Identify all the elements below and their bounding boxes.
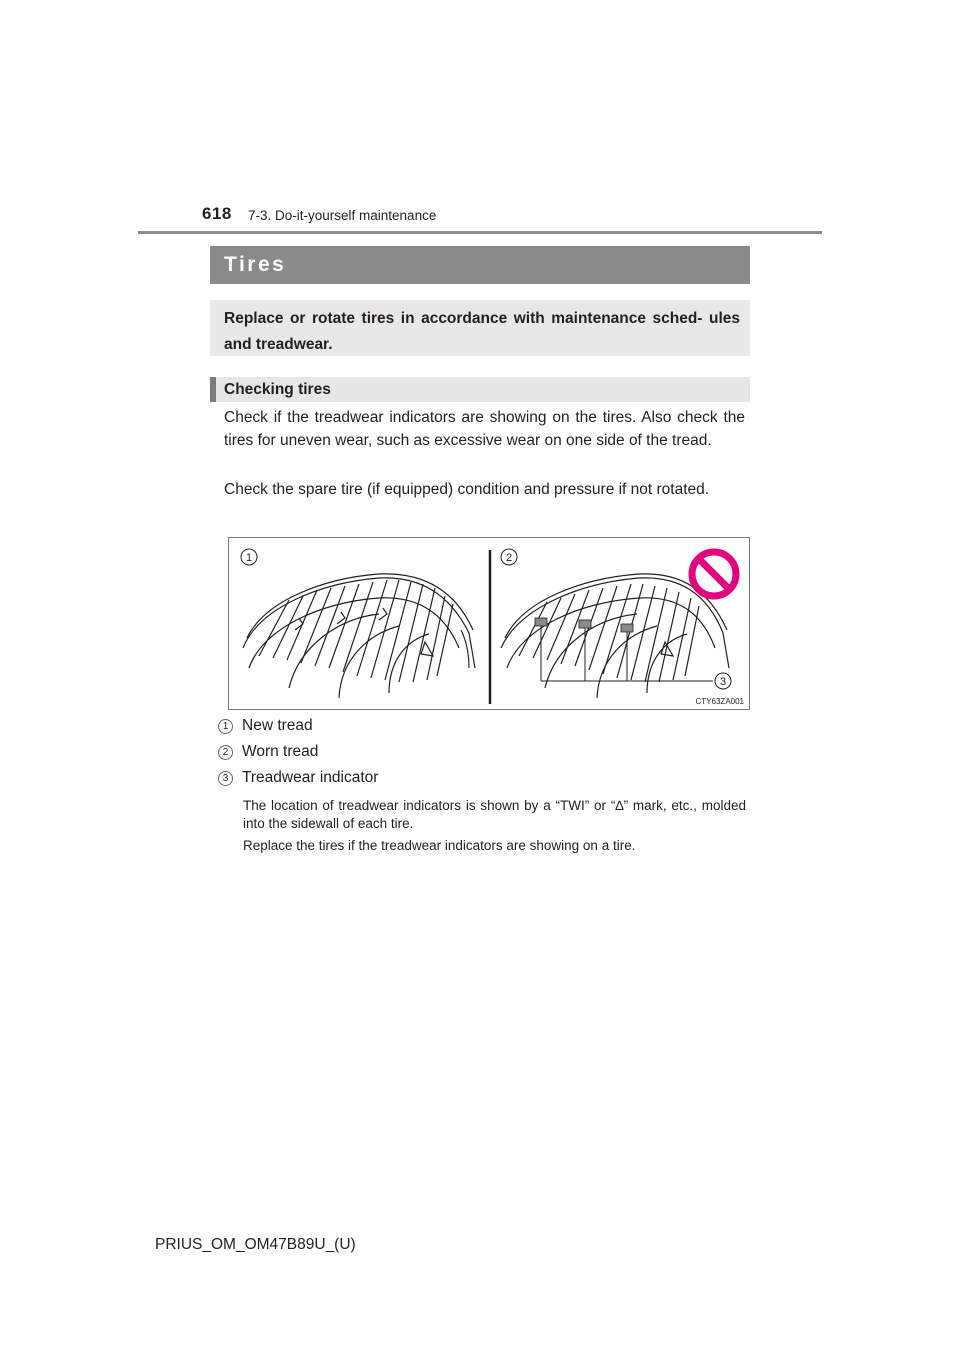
prohibited-icon bbox=[692, 552, 736, 596]
title-bar bbox=[210, 246, 750, 284]
callout-label: Treadwear indicator bbox=[242, 769, 379, 786]
figure-code: CTY63ZA001 bbox=[695, 697, 744, 706]
marker-3-label: 3 bbox=[719, 676, 727, 688]
callout-label: New tread bbox=[242, 717, 313, 734]
callout-number: 1 bbox=[218, 719, 233, 734]
callout-worn-tread bbox=[218, 742, 318, 762]
marker-1 bbox=[241, 549, 257, 565]
section-label: 7-3. Do-it-yourself maintenance bbox=[248, 208, 437, 223]
marker-1-label: 1 bbox=[245, 552, 253, 564]
paragraph-spare-tire-check: Check the spare tire (if equipped) condition and pressure if not rotated. bbox=[224, 481, 710, 498]
paragraph-treadwear-check: Check if the treadwear indicators are showing on the tires. Also check the tires for uneven wear, such as excessive wear on one side of the tread. bbox=[224, 409, 745, 449]
note-indicator-location: The location of treadwear indicators is shown by a “TWI” or “∆” mark, etc., molded into the sidewall of each tire. bbox=[243, 798, 746, 831]
tire-tread-illustration bbox=[229, 538, 749, 709]
page-title: Tires bbox=[224, 253, 287, 276]
callout-treadwear-indicator bbox=[218, 768, 378, 788]
footer-doc-id: PRIUS_OM_OM47B89U_(U) bbox=[155, 1236, 356, 1253]
callout-label: Worn tread bbox=[242, 743, 319, 760]
callout-number: 2 bbox=[218, 745, 233, 760]
intro-box: Replace or rotate tires in accordance with maintenance sched- ules and treadwear. bbox=[210, 300, 750, 356]
subsection-heading: Checking tires bbox=[210, 377, 750, 402]
marker-2 bbox=[501, 549, 517, 565]
page-number: 618 bbox=[202, 204, 232, 223]
marker-2-label: 2 bbox=[505, 552, 513, 564]
worn-tread-tire bbox=[501, 574, 729, 698]
header-divider bbox=[138, 231, 822, 234]
callout-number: 3 bbox=[218, 771, 233, 786]
tire-tread-figure bbox=[228, 537, 750, 710]
note-replace-tires: Replace the tires if the treadwear indicators are showing on a tire. bbox=[243, 838, 636, 853]
new-tread-tire bbox=[243, 574, 475, 698]
callout-new-tread bbox=[218, 716, 313, 736]
marker-3 bbox=[715, 673, 731, 689]
